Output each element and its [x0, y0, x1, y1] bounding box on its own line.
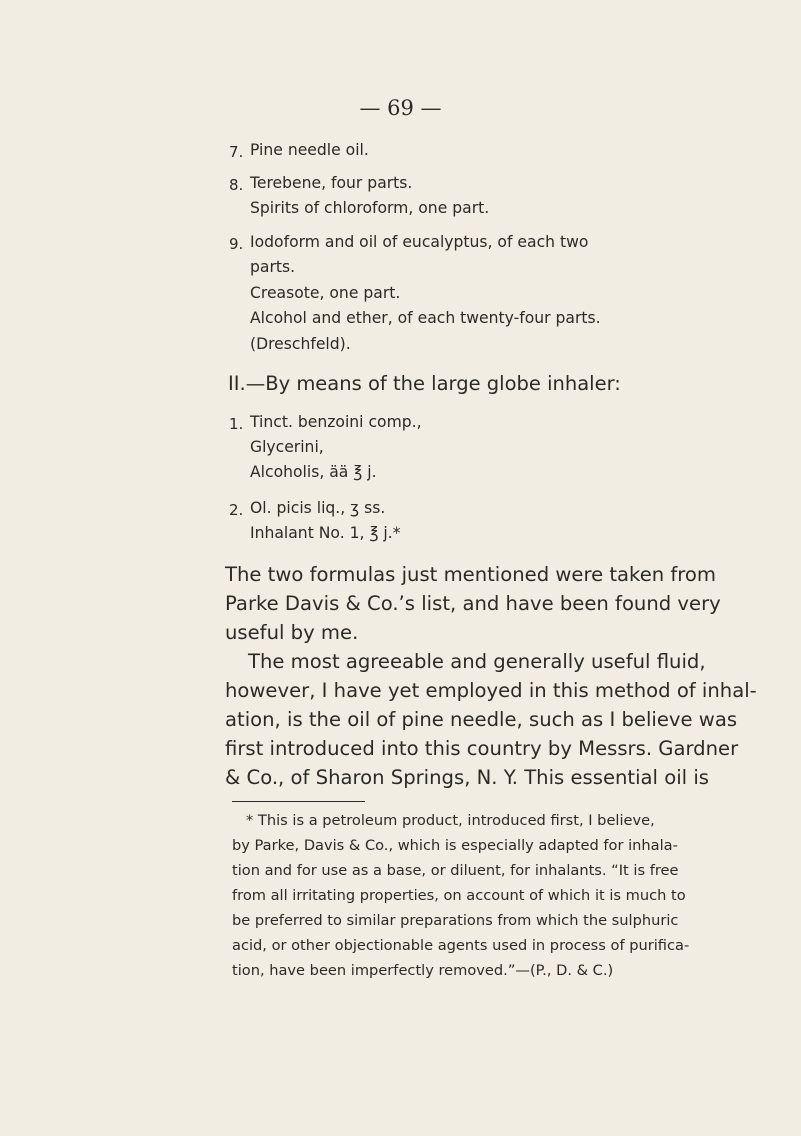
list-line: (Dreschfeld). — [250, 335, 351, 353]
list-number: 7. — [229, 143, 244, 161]
footnote-line: * This is a petroleum product, introduced first, I believe, — [246, 812, 655, 829]
list-line: Spirits of chloroform, one part. — [250, 199, 490, 217]
body-line: The most agreeable and generally useful fluid, — [248, 650, 706, 673]
footnote-line: be preferred to similar preparations from which the sulphuric — [232, 912, 679, 929]
list-number: 8. — [229, 176, 244, 194]
list-line: Iodoform and oil of eucalyptus, of each two — [250, 233, 589, 251]
list-line: Creasote, one part. — [250, 284, 401, 302]
list-line: Terebene, four parts. — [250, 174, 413, 192]
list-line: Tinct. benzoini comp., — [250, 413, 422, 431]
section-heading: II.—By means of the large globe inhaler: — [228, 372, 621, 395]
footnote-line: by Parke, Davis & Co., which is especially adapted for inhala- — [232, 837, 678, 854]
body-line: ation, is the oil of pine needle, such as I believe was — [225, 708, 738, 731]
body-line: useful by me. — [225, 621, 359, 644]
list-number: 9. — [229, 235, 244, 253]
list-line: Inhalant No. 1, ℥ j.* — [250, 524, 401, 542]
body-line: however, I have yet employed in this method of inhal- — [225, 679, 757, 702]
footnote-line: tion and for use as a base, or diluent, for inhalants. “It is free — [232, 862, 679, 879]
footnote-line: acid, or other objectionable agents used in process of purifica- — [232, 937, 690, 954]
footnote-line: from all irritating properties, on account of which it is much to — [232, 887, 686, 904]
list-line: Ol. picis liq., ʒ ss. — [250, 499, 386, 517]
list-line: Alcoholis, ää ℥ j. — [250, 463, 377, 481]
footnote-line: tion, have been imperfectly removed.”—(P., D. & C.) — [232, 962, 614, 979]
body-line: & Co., of Sharon Springs, N. Y. This essential oil is — [225, 766, 709, 789]
list-number: 1. — [229, 415, 244, 433]
list-number: 2. — [229, 501, 244, 519]
footnote-rule — [232, 801, 365, 802]
list-line: Glycerini, — [250, 438, 324, 456]
list-line: parts. — [250, 258, 296, 276]
body-line: Parke Davis & Co.’s list, and have been found very — [225, 592, 721, 615]
list-line: Alcohol and ether, of each twenty-four parts. — [250, 309, 601, 327]
list-line: Pine needle oil. — [250, 141, 369, 159]
body-line: first introduced into this country by Messrs. Gardner — [225, 737, 739, 760]
page-number: — 69 — — [359, 96, 442, 120]
body-line: The two formulas just mentioned were taken from — [225, 563, 717, 586]
